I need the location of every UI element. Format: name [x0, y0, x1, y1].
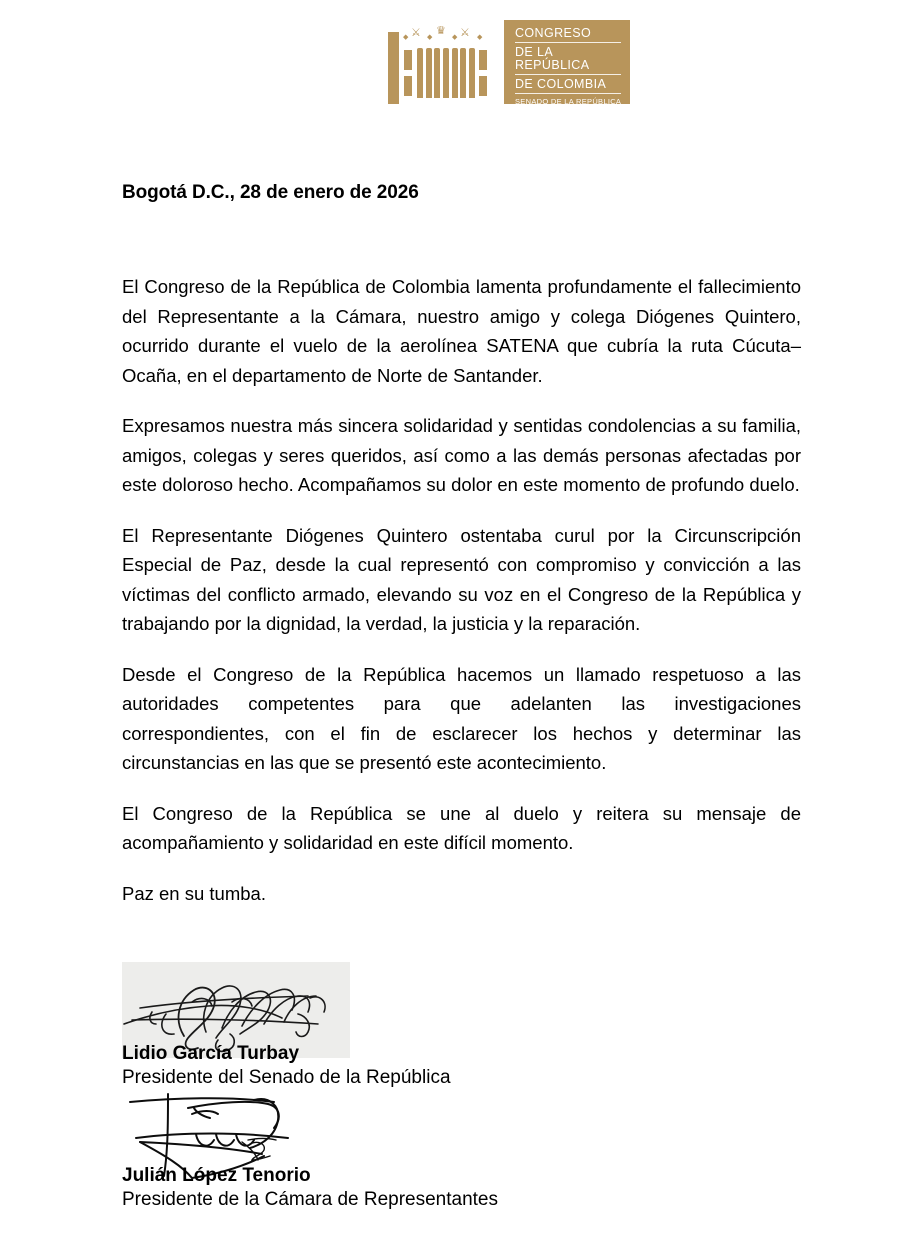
congress-capitol-emblem-icon — [386, 20, 504, 104]
signature-block-senate — [122, 962, 451, 1090]
signature-block-chamber — [122, 1092, 498, 1212]
logo-line-republica: DE LA REPÚBLICA — [515, 46, 621, 75]
date-line: Bogotá D.C., 28 de enero de 2026 — [122, 182, 419, 203]
emblem-right-blocks — [479, 50, 487, 96]
signature-role-senate: Presidente del Senado de la República — [122, 1067, 451, 1088]
logo-text-panel — [504, 20, 630, 104]
signature-role-chamber: Presidente de la Cámara de Representantes — [122, 1189, 499, 1210]
paragraph-5: El Congreso de la República se une al duelo y reitera su mensaje de acompañamiento y solidaridad en este difícil momento. — [122, 802, 801, 853]
congress-logo — [386, 20, 630, 104]
paragraph-1: El Congreso de la República de Colombia lamenta profundamente el fallecimiento del Representante a la Cámara, nuestro amigo y colega Diógenes Quintero, ocurrido durante el vuelo de la aerolínea SATENA que cubría la ruta Cúcuta–Ocaña, en el departamento de Norte de Santander. — [122, 276, 801, 386]
signature-name-chamber: Julián López Tenorio — [122, 1165, 311, 1186]
logo-line-congreso: CONGRESO — [515, 27, 621, 43]
paragraph-2: Expresamos nuestra más sincera solidaridad y sentidas condolencias a su familia, amigos, colegas y seres queridos, así como a las demás personas afectadas por este doloroso hecho. Acompañamos su dolor en este momento de profundo duelo. — [122, 415, 801, 495]
statement-body — [122, 272, 801, 929]
logo-line-colombia: DE COLOMBIA — [515, 78, 621, 94]
letterhead — [0, 0, 906, 128]
crest-ornament-icon: ◆ ⚔ ◆ ♛ ◆ ⚔ ◆ — [403, 24, 483, 41]
logo-subtitle-senado: SENADO DE LA REPÚBLICA — [515, 97, 622, 106]
paragraph-3: El Representante Diógenes Quintero ostentaba curul por la Circunscripción Especial de Paz, desde la cual representó con compromiso y convicción a las víctimas del conflicto armado, elevando su voz en el Congreso de la República y trabajando por la dignidad, la verdad, la justicia y la reparación. — [122, 524, 801, 634]
emblem-columns — [417, 48, 475, 98]
emblem-left-pillar — [388, 32, 399, 104]
paragraph-closing: Paz en su tumba. — [122, 882, 266, 904]
signature-name-senate: Lidio García Turbay — [122, 1043, 300, 1064]
paragraph-4: Desde el Congreso de la República hacemos un llamado respetuoso a las autoridades competentes para que adelanten las investigaciones correspondientes, con el fin de esclarecer los hechos y determinar las circunstancias en las que se presentó este acontecimiento. — [122, 663, 801, 773]
emblem-left-blocks — [404, 50, 412, 96]
